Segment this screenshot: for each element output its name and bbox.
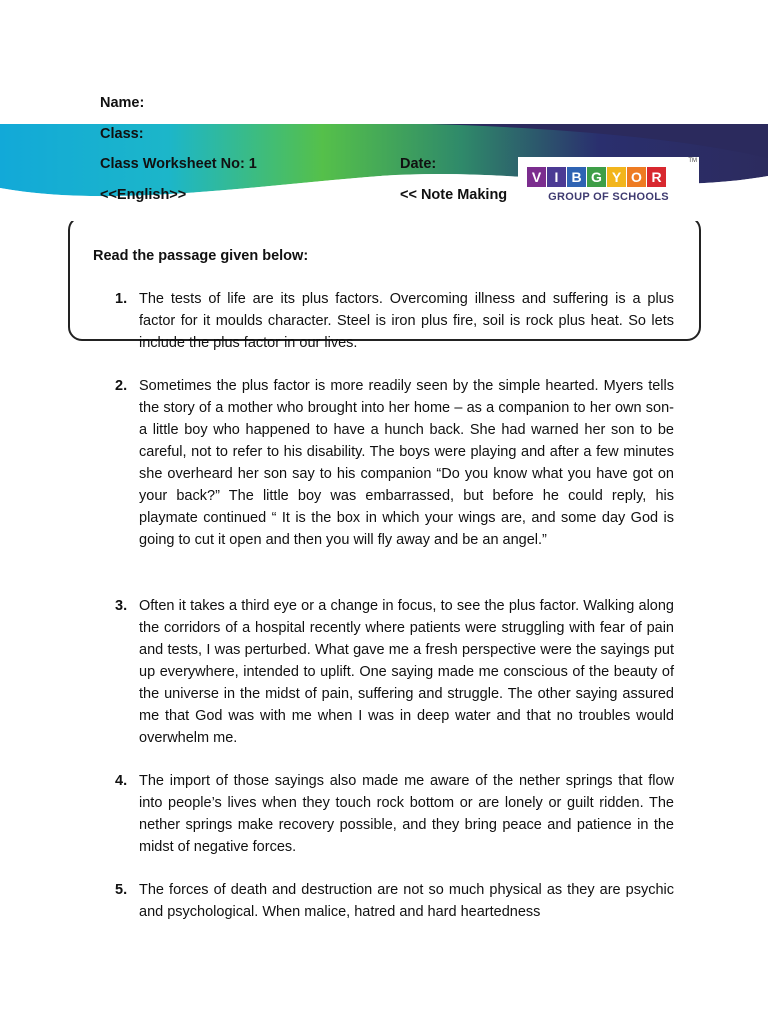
topic-label: << Note Making	[400, 187, 508, 203]
paragraph-text: The forces of death and destruction are not so much physical as they are psychic and psychological. When malice, hatred and hard heartedness	[139, 882, 674, 920]
paragraph-number: 1.	[115, 291, 128, 307]
logo-letter: Y	[607, 167, 626, 187]
frame-gap	[60, 213, 710, 221]
paragraph-number: 3.	[115, 598, 128, 614]
paragraph-number: 5.	[115, 882, 128, 898]
logo-letter: G	[587, 167, 606, 187]
logo-trademark: TM	[688, 158, 697, 164]
logo-letter: R	[647, 167, 666, 187]
logo-subtitle: GROUP OF SCHOOLS	[548, 191, 669, 203]
paragraph-text: Often it takes a third eye or a change in focus, to see the plus factor. Walking along the corridors of a hospital recently where patients were struggling with fear of pain and tests, I was perturbed. What gave me a fresh perspective were the sayings put up everywhere, intended to uplift. One saying made me conscious of the beauty of the universe in the midst of pain, suffering and struggle. The other saying assured me that God was with me when I was in deep water and that no troubles would overwhelm me.	[139, 598, 674, 746]
vibgyor-logo	[518, 157, 699, 214]
paragraph-text: The tests of life are its plus factors. Overcoming illness and suffering is a plus factor for it moulds character. Steel is iron plus fire, soil is rock plus heat. So lets include the plus factor in our lives.	[139, 291, 674, 351]
worksheet-number-label: Class Worksheet No: 1	[100, 156, 257, 172]
date-label: Date:	[400, 156, 437, 172]
logo-letter: O	[627, 167, 646, 187]
logo-letter: B	[567, 167, 586, 187]
paragraph-number: 4.	[115, 773, 128, 789]
logo-letters	[527, 167, 667, 187]
name-label: Name:	[100, 95, 145, 111]
paragraph-number: 2.	[115, 378, 128, 394]
logo-letter: I	[547, 167, 566, 187]
subject-label: <<English>>	[100, 187, 187, 203]
logo-letter: V	[527, 167, 546, 187]
paragraph-text: Sometimes the plus factor is more readily seen by the simple hearted. Myers tells the story of a mother who brought into her home – as a companion to her own son- a little boy who happened to have a hunch back. She had warned her son to be careful, not to refer to his disability. The boys were playing and after a few minutes she overheard her son say to his companion “Do you know what you have got on your back?” The little boy was embarrassed, but before he could reply, his playmate continued “ It is the box in which your wings are, and some day God is going to cut it open and then you will fly away and be an angel.”	[139, 378, 674, 548]
instruction-heading: Read the passage given below:	[93, 248, 309, 264]
class-label: Class:	[100, 126, 144, 142]
paragraph-text: The import of those sayings also made me aware of the nether springs that flow into people’s lives when they touch rock bottom or are lonely or guilt ridden. The nether springs make recovery possible, and they bring peace and patience in the midst of negative forces.	[139, 773, 674, 855]
